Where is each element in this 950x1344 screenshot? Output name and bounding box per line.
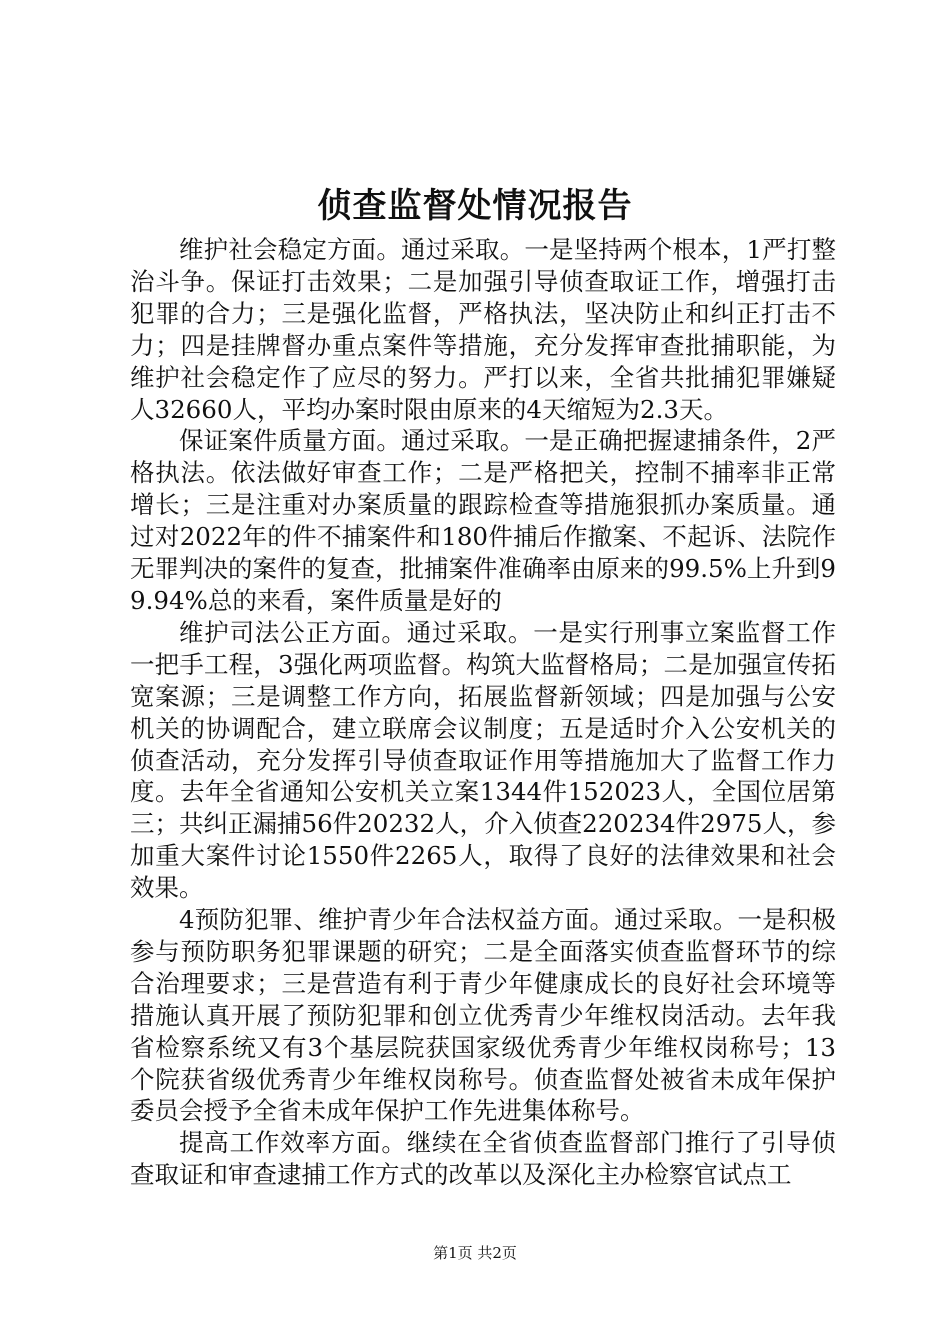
paragraph-work-efficiency: 提高工作效率方面。继续在全省侦查监督部门推行了引导侦查取证和审查逮捕工作方式的改革以及深化主办检察官试点工: [130, 1128, 836, 1190]
paragraph-judicial-fairness: 维护司法公正方面。通过采取。一是实行刑事立案监督工作一把手工程，3强化两项监督。构筑大监督格局；二是加强宣传拓宽案源；三是调整工作方向，拓展监督新领域；四是加强与公安机关的协调配合，建立联席会议制度；五是适时介入公安机关的侦查活动，充分发挥引导侦查取证作用等措施加大了监督工作力度。去年全省通知公安机关立案1344件152023人，全国位居第三；共纠正漏捕56件20232人，介入侦查220234件2975人，参加重大案件讨论1550件2265人，取得了良好的法律效果和社会效果。: [130, 617, 836, 903]
paragraph-case-quality: 保证案件质量方面。通过采取。一是正确把握逮捕条件，2严格执法。依法做好审查工作；二是严格把关，控制不捕率非正常增长；三是注重对办案质量的跟踪检查等措施狠抓办案质量。通过对2022年的件不捕案件和180件捕后作撤案、不起诉、法院作无罪判决的案件的复查，批捕案件准确率由原来的99.5%上升到99.94%总的来看，案件质量是好的: [130, 426, 836, 615]
document-body: [130, 234, 836, 1191]
paragraph-social-stability: 维护社会稳定方面。通过采取。一是坚持两个根本，1严打整治斗争。保证打击效果；二是加强引导侦查取证工作，增强打击犯罪的合力；三是强化监督，严格执法，坚决防止和纠正打击不力；四是挂牌督办重点案件等措施，充分发挥审查批捕职能，为维护社会稳定作了应尽的努力。严打以来，全省共批捕犯罪嫌疑人32660人，平均办案时限由原来的4天缩短为2.3天。: [130, 235, 836, 424]
document-title: 侦查监督处情况报告: [317, 186, 633, 226]
page-number-footer: 第1页 共2页: [433, 1244, 517, 1262]
paragraph-crime-prevention: 4预防犯罪、维护青少年合法权益方面。通过采取。一是积极参与预防职务犯罪课题的研究；二是全面落实侦查监督环节的综合治理要求；三是营造有利于青少年健康成长的良好社会环境等措施认真开展了预防犯罪和创立优秀青少年维权岗活动。去年我省检察系统又有3个基层院获国家级优秀青少年维权岗称号；13个院获省级优秀青少年维权岗称号。侦查监督处被省未成年保护委员会授予全省未成年保护工作先进集体称号。: [130, 905, 836, 1126]
